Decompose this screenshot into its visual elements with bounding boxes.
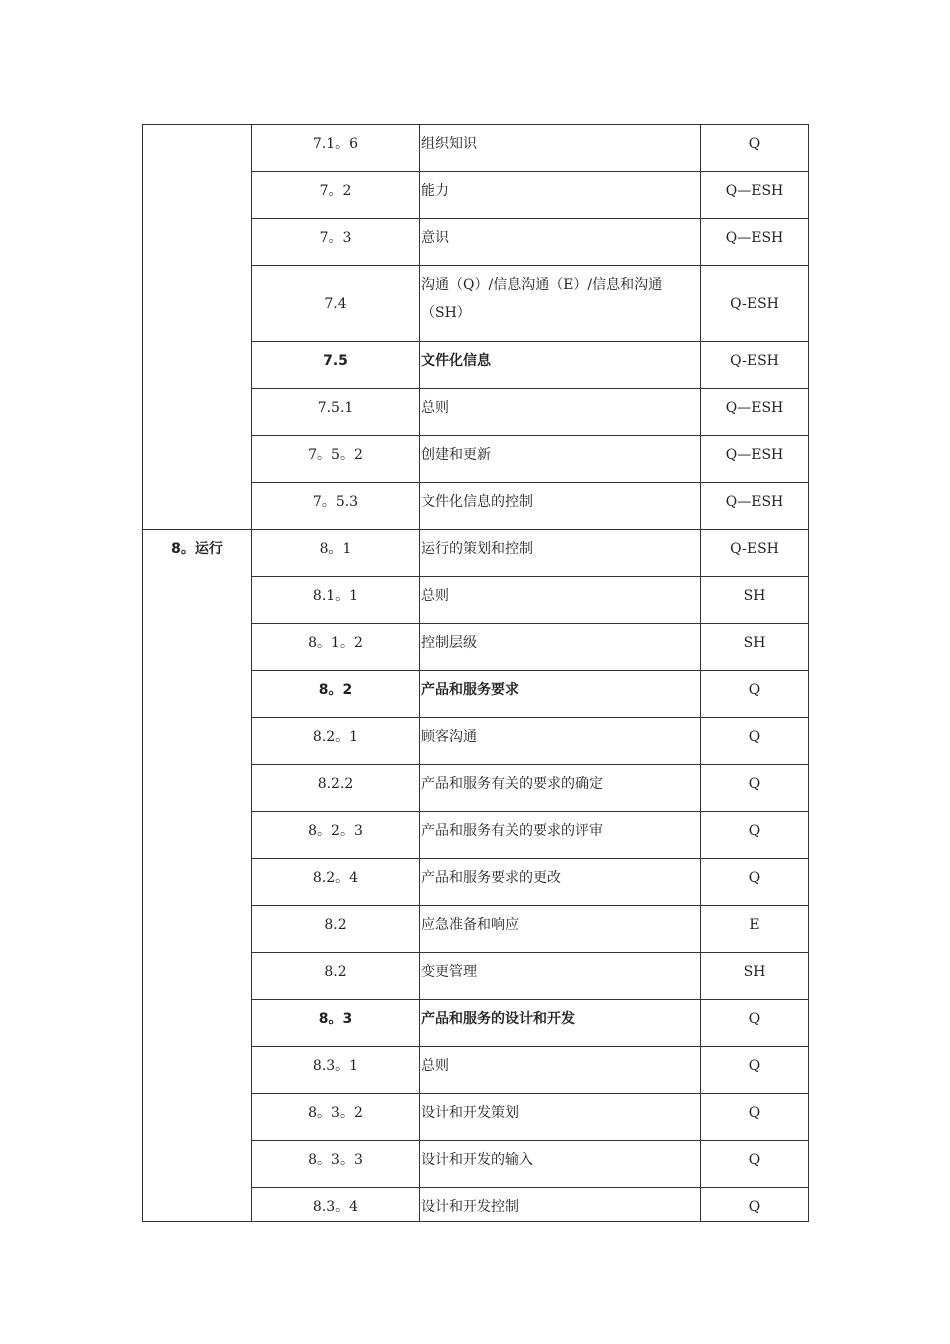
standard-code: Q—ESH bbox=[701, 219, 809, 266]
clause-table bbox=[142, 124, 809, 1222]
clause-number: 7.5.1 bbox=[252, 389, 420, 436]
standard-code: Q bbox=[701, 671, 809, 718]
clause-number: 8。1。2 bbox=[252, 624, 420, 671]
standard-code: Q bbox=[701, 1047, 809, 1094]
clause-title: 产品和服务要求 bbox=[420, 671, 701, 718]
standard-code: Q bbox=[701, 1141, 809, 1188]
clause-number: 8.1。1 bbox=[252, 577, 420, 624]
clause-number: 7。2 bbox=[252, 172, 420, 219]
standard-code: SH bbox=[701, 577, 809, 624]
clause-number: 8。3 bbox=[252, 1000, 420, 1047]
standard-code: Q bbox=[701, 125, 809, 172]
clause-title: 设计和开发策划 bbox=[420, 1094, 701, 1141]
clause-number: 8。3。2 bbox=[252, 1094, 420, 1141]
standard-code: Q-ESH bbox=[701, 266, 809, 342]
clause-number: 8。1 bbox=[252, 530, 420, 577]
clause-title: 顾客沟通 bbox=[420, 718, 701, 765]
standard-code: Q bbox=[701, 859, 809, 906]
standard-code: Q—ESH bbox=[701, 483, 809, 530]
standard-code: Q—ESH bbox=[701, 436, 809, 483]
clause-number: 8.2 bbox=[252, 906, 420, 953]
clause-title: 运行的策划和控制 bbox=[420, 530, 701, 577]
clause-title: 产品和服务要求的更改 bbox=[420, 859, 701, 906]
clause-title: 总则 bbox=[420, 389, 701, 436]
section-cell bbox=[143, 125, 252, 530]
clause-number: 8。3。3 bbox=[252, 1141, 420, 1188]
clause-number: 7.1。6 bbox=[252, 125, 420, 172]
standard-code: SH bbox=[701, 953, 809, 1000]
clause-number: 7。5.3 bbox=[252, 483, 420, 530]
table-row bbox=[143, 530, 809, 577]
standard-code: Q—ESH bbox=[701, 389, 809, 436]
clause-number: 8.2。1 bbox=[252, 718, 420, 765]
standard-code: Q-ESH bbox=[701, 530, 809, 577]
clause-number: 7。5。2 bbox=[252, 436, 420, 483]
clause-number: 8.3。4 bbox=[252, 1188, 420, 1222]
standard-code: Q bbox=[701, 1188, 809, 1222]
clause-number: 8.2。4 bbox=[252, 859, 420, 906]
clause-number: 8.2 bbox=[252, 953, 420, 1000]
clause-number: 8。2。3 bbox=[252, 812, 420, 859]
standard-code: Q bbox=[701, 765, 809, 812]
clause-title: 控制层级 bbox=[420, 624, 701, 671]
standard-code: Q bbox=[701, 812, 809, 859]
clause-title: 沟通（Q）/信息沟通（E）/信息和沟通（SH） bbox=[420, 266, 701, 342]
standard-code: SH bbox=[701, 624, 809, 671]
clause-title: 文件化信息的控制 bbox=[420, 483, 701, 530]
clause-title: 设计和开发的输入 bbox=[420, 1141, 701, 1188]
clause-title: 产品和服务有关的要求的评审 bbox=[420, 812, 701, 859]
clause-title: 产品和服务的设计和开发 bbox=[420, 1000, 701, 1047]
clause-title: 变更管理 bbox=[420, 953, 701, 1000]
table-row bbox=[143, 125, 809, 172]
clause-title: 总则 bbox=[420, 1047, 701, 1094]
clause-title: 创建和更新 bbox=[420, 436, 701, 483]
clause-title: 组织知识 bbox=[420, 125, 701, 172]
clause-title: 文件化信息 bbox=[420, 342, 701, 389]
clause-title: 产品和服务有关的要求的确定 bbox=[420, 765, 701, 812]
clause-title: 应急准备和响应 bbox=[420, 906, 701, 953]
clause-number: 8.3。1 bbox=[252, 1047, 420, 1094]
clause-number: 7.4 bbox=[252, 266, 420, 342]
clause-title: 总则 bbox=[420, 577, 701, 624]
standard-code: Q bbox=[701, 1000, 809, 1047]
standard-code: Q bbox=[701, 1094, 809, 1141]
standard-code: Q—ESH bbox=[701, 172, 809, 219]
clause-title: 能力 bbox=[420, 172, 701, 219]
section-cell: 8。运行 bbox=[143, 530, 252, 1222]
clause-number: 7。3 bbox=[252, 219, 420, 266]
clause-number: 7.5 bbox=[252, 342, 420, 389]
clause-number: 8。2 bbox=[252, 671, 420, 718]
standard-code: E bbox=[701, 906, 809, 953]
clause-number: 8.2.2 bbox=[252, 765, 420, 812]
clause-title: 意识 bbox=[420, 219, 701, 266]
clause-title: 设计和开发控制 bbox=[420, 1188, 701, 1222]
standard-code: Q-ESH bbox=[701, 342, 809, 389]
standard-code: Q bbox=[701, 718, 809, 765]
